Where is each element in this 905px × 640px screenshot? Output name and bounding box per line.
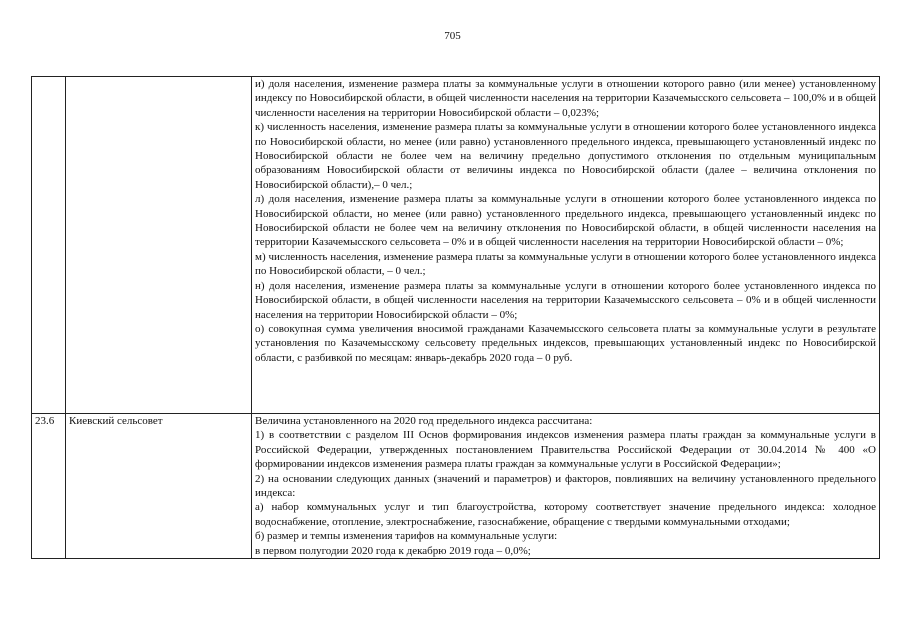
- paragraph: и) доля населения, изменение размера платы за коммунальные услуги в отношении которого равно (или менее) установленному индексу по Новосибирской области, в общей численности населения на территории Казачемысского сельсовета – 100,0% и в общей численности населения на территории Новосибирской области – 0,023%;: [255, 78, 876, 119]
- paragraph: 2) на основании следующих данных (значений и параметров) и факторов, повлиявших на величину установленного предельного индекса:: [255, 472, 876, 500]
- paragraph: л) доля населения, изменение размера платы за коммунальные услуги в отношении которого более установленного индекса по Новосибирской области, но менее (или равно) установленного предельного индекса, превышающего установленный индекс по Новосибирской области не более чем на величину отклонения по Новосибирской области, в общей численности населения на территории Казачемысского сельсовета – 0% и в общей численности населения на территории Новосибирской области – 0%;: [255, 193, 876, 249]
- paragraph: б) размер и темпы изменения тарифов на коммунальные услуги:: [255, 530, 558, 543]
- page-number: 705: [444, 30, 461, 42]
- row-text-cell: [252, 414, 880, 559]
- paragraph: Величина установленного на 2020 год предельного индекса рассчитана:: [255, 415, 593, 427]
- paragraph: м) численность населения, изменение размера платы за коммунальные услуги в отношении которого более установленного индекса по Новосибирской области, – 0 чел.;: [255, 250, 876, 278]
- paragraph: в первом полугодии 2020 года к декабрю 2019 года – 0,0%;: [255, 544, 531, 557]
- paragraph: а) набор коммунальных услуг и тип благоустройства, которому соответствует значение предельного индекса: холодное водоснабжение, отопление, электроснабжение, газоснабжение, обращение с твердыми коммунальными отходами;: [255, 501, 876, 528]
- paragraph: к) численность населения, изменение размера платы за коммунальные услуги в отношении которого более установленного индекса по Новосибирской области, но менее (или равно) установленного предельного индекса, превышающего установленный индекс по Новосибирской области не более чем на величину предельно допустимого отклонения по отдельным муниципальным образованиям Новосибирской области от величины индекса по Новосибирской области (далее – величина отклонения по Новосибирской области),– 0 чел.;: [255, 121, 876, 191]
- table-row: [32, 414, 880, 559]
- paragraph: н) доля населения, изменение размера платы за коммунальные услуги в отношении которого более установленного индекса по Новосибирской области, в общей численности населения на территории Казачемысского сельсовета – 0% и в общей численности населения на территории Новосибирской области – 0%;: [255, 279, 876, 321]
- row-number-cell: [32, 77, 66, 414]
- row-number-cell: 23.6: [32, 414, 66, 559]
- paragraph: о) совокупная сумма увеличения вносимой гражданами Казачемысского сельсовета платы за коммунальные услуги в результате установления по Казачемысскому сельсовету предельных индексов, превышающих установленный индекс по Новосибирской области, с разбивкой по месяцам: январь-декабрь 2020 года – 0 руб.: [255, 322, 876, 364]
- document-table: [31, 76, 880, 559]
- paragraph: 1) в соответствии с разделом III Основ формирования индексов изменения размера платы граждан за коммунальные услуги в Российской Федерации, утвержденных постановлением Правительства Российской Федерации от 30.04.2014 № 400 «О формировании индексов изменения размера платы граждан за коммунальные услуги в Российской Федерации»;: [255, 429, 876, 471]
- row-name-cell: [66, 77, 252, 414]
- table-row: [32, 77, 880, 414]
- row-name-cell: Киевский сельсовет: [66, 414, 252, 559]
- row-text-cell: [252, 77, 880, 414]
